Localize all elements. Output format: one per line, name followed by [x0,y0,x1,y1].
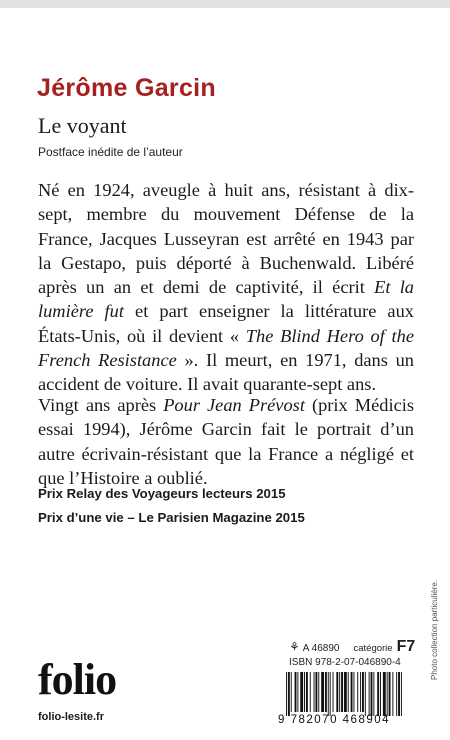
barcode-bar [398,672,400,716]
barcode-bar [315,672,317,712]
barcode-bar [297,672,298,712]
folio-logo: folio [38,655,117,704]
blurb-text: ». Il meurt, en 1971, dans un accident de voiture. Il avait quarante-sept ans. [38,350,414,395]
barcode-bar [396,672,397,716]
barcode-bar [344,672,347,712]
category-label: catégorie [353,643,393,654]
blurb-paragraph-1 [38,178,414,397]
barcode-bar [328,672,329,716]
isbn: ISBN 978-2-07-046890-4 [289,657,401,668]
barcode-bar [325,672,327,712]
barcode-bar [300,672,303,712]
barcode-bar [310,672,311,712]
barcode-bar [306,672,308,712]
book-title: Le voyant [38,113,127,138]
barcode-bar [318,672,319,712]
barcode-bar [341,672,343,712]
barcode-bar [369,672,370,716]
author-name: Jérôme Garcin [37,74,216,102]
barcode-bar [291,672,292,712]
barcode-bar [286,672,287,716]
blurb-italic-title: The Blind Hero of the French Resistance [38,325,414,371]
blurb-text: (prix Médicis essai 1994), Jérôme Garcin fait le portrait d’un autre écrivain-résistant que la France a négligé et que l’Histoire a oublié. [38,395,414,488]
barcode-bar [389,672,391,716]
barcode-bar [380,672,381,716]
flower-icon: ⚘ [289,640,300,654]
category-code: F7 [396,638,416,655]
product-code: A 46890 [302,643,340,654]
barcode-bar [362,672,364,712]
barcode-bar [330,672,331,716]
barcode-bar [351,672,353,712]
photo-credit: Photo collection particulière. [430,579,439,680]
barcode-bar [392,672,393,716]
top-border [0,0,450,8]
barcode-digits: 9 782070 468904 [278,714,391,726]
blurb-paragraph-2 [38,393,414,490]
barcode [286,672,404,716]
barcode-bar [295,672,297,712]
barcode-bar [373,672,374,716]
barcode-bar [314,672,315,712]
barcode-bar [348,672,349,712]
publisher-website: folio-lesite.fr [38,711,105,723]
prize-line: Prix Relay des Voyageurs lecteurs 2015 [38,486,286,501]
blurb-text: Vingt ans après [38,395,164,415]
barcode-bar [401,672,402,716]
book-subtitle: Postface inédite de l’auteur [38,145,183,159]
blurb-text: Né en 1924, aveugle à huit ans, résistant à dix-sept, membre du mouvement Défense de la France, Jacques Lusseyran est arrêté en 1943 par la Gestapo, puis déporté à Buchenwald. Libéré après un an et demi de captivité, il écrit [38,180,414,298]
barcode-bar [336,672,338,712]
barcode-bar [353,672,354,712]
product-code-row [289,638,415,656]
barcode-bar [360,672,361,712]
barcode-bar [339,672,340,712]
blurb-italic-title: Et la lumière fut [38,277,415,322]
barcode-bar [377,672,379,716]
barcode-bar [371,672,373,716]
prize-line: Prix d’une vie – Le Parisien Magazine 2015 [38,510,305,525]
barcode-bar [288,672,290,716]
blurb-text: et part enseigner la littérature aux États-Unis, où il devient « [38,301,414,346]
barcode-bar [365,672,366,716]
barcode-bar [387,672,388,716]
barcode-bar [357,672,358,712]
blurb-italic-title: Pour Jean Prévost [163,395,305,415]
barcode-bar [383,672,386,716]
barcode-bar [321,672,324,712]
barcode-bar [304,672,305,712]
barcode-bar [333,672,334,712]
